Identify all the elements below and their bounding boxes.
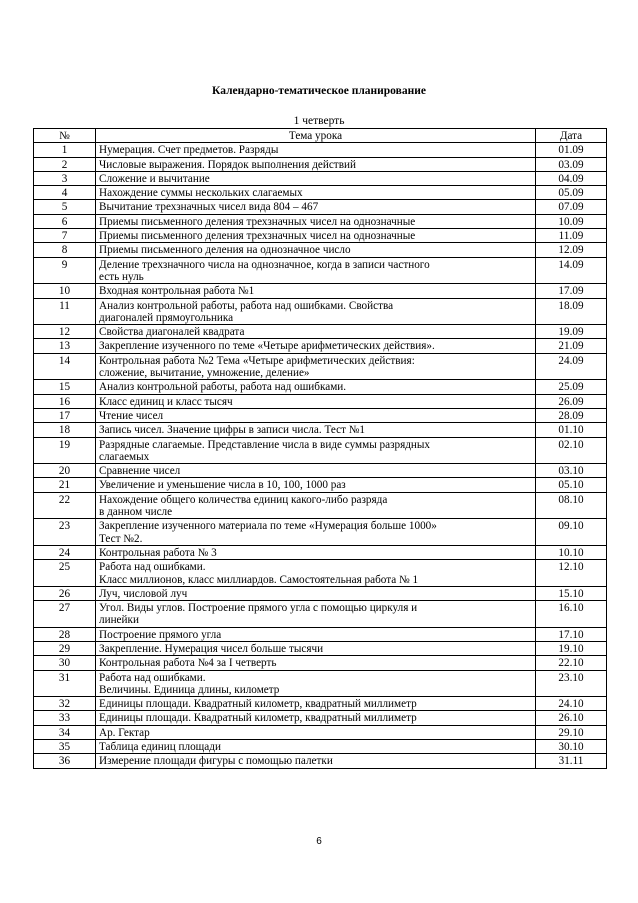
lesson-topic-line: Закрепление изученного по теме «Четыре арифметических действия». bbox=[99, 340, 435, 353]
lesson-topic bbox=[96, 519, 536, 546]
lesson-topic bbox=[96, 670, 536, 697]
lesson-date: 31.11 bbox=[536, 754, 607, 768]
lesson-topic bbox=[96, 711, 536, 725]
lesson-number: 29 bbox=[34, 641, 96, 655]
lesson-topic bbox=[96, 339, 536, 353]
lesson-date: 12.09 bbox=[536, 243, 607, 257]
page-title: Календарно-тематическое планирование bbox=[212, 85, 426, 97]
lesson-date: 12.10 bbox=[536, 560, 607, 587]
lesson-topic-line: Разрядные слагаемые. Представление числа в виде суммы разрядных bbox=[99, 438, 431, 451]
lesson-date: 21.09 bbox=[536, 339, 607, 353]
lesson-number: 11 bbox=[34, 298, 96, 325]
lesson-date: 08.10 bbox=[536, 492, 607, 519]
table-row bbox=[34, 229, 607, 243]
lesson-topic-line: Сложение и вычитание bbox=[99, 172, 210, 185]
lesson-number: 7 bbox=[34, 229, 96, 243]
table-row bbox=[34, 423, 607, 437]
lesson-number: 36 bbox=[34, 754, 96, 768]
table-row bbox=[34, 656, 607, 670]
table-row bbox=[34, 243, 607, 257]
page-number: 6 bbox=[316, 836, 322, 847]
lesson-number: 19 bbox=[34, 437, 96, 464]
lesson-date: 03.09 bbox=[536, 157, 607, 171]
lesson-topic-line: Анализ контрольной работы, работа над ошибками. bbox=[99, 381, 347, 394]
lesson-date: 28.09 bbox=[536, 408, 607, 422]
lesson-number: 21 bbox=[34, 478, 96, 492]
lesson-date: 25.09 bbox=[536, 380, 607, 394]
lesson-number: 22 bbox=[34, 492, 96, 519]
lesson-topic bbox=[96, 725, 536, 739]
lesson-topic bbox=[96, 257, 536, 284]
lesson-topic-line: Вычитание трехзначных чисел вида 804 – 467 bbox=[99, 201, 319, 214]
lesson-topic bbox=[96, 157, 536, 171]
lesson-number: 18 bbox=[34, 423, 96, 437]
lesson-date: 24.09 bbox=[536, 353, 607, 380]
lesson-number: 17 bbox=[34, 408, 96, 422]
lesson-date: 03.10 bbox=[536, 464, 607, 478]
lesson-date: 26.09 bbox=[536, 394, 607, 408]
lesson-plan-table bbox=[33, 128, 607, 769]
lesson-number: 12 bbox=[34, 325, 96, 339]
lesson-number: 10 bbox=[34, 284, 96, 298]
table-row bbox=[34, 464, 607, 478]
lesson-topic-line: Увеличение и уменьшение числа в 10, 100, 1000 раз bbox=[99, 479, 346, 492]
table-row bbox=[34, 298, 607, 325]
lesson-topic-line: линейки bbox=[99, 614, 139, 627]
lesson-number: 33 bbox=[34, 711, 96, 725]
lesson-topic-line: Ар. Гектар bbox=[99, 726, 150, 739]
lesson-topic-line: Построение прямого угла bbox=[99, 628, 222, 641]
lesson-number: 16 bbox=[34, 394, 96, 408]
lesson-number: 34 bbox=[34, 725, 96, 739]
lesson-topic bbox=[96, 627, 536, 641]
lesson-topic-line: Деление трехзначного числа на однозначное, когда в записи частного bbox=[99, 258, 430, 271]
lesson-topic-line: Контрольная работа № 3 bbox=[99, 546, 217, 559]
table-row bbox=[34, 437, 607, 464]
lesson-topic-line: Нахождение общего количества единиц какого-либо разряда bbox=[99, 493, 388, 506]
table-row bbox=[34, 586, 607, 600]
lesson-topic-line: Входная контрольная работа №1 bbox=[99, 285, 255, 298]
lesson-topic bbox=[96, 545, 536, 559]
lesson-topic-line: Тест №2. bbox=[99, 532, 143, 545]
lesson-topic bbox=[96, 754, 536, 768]
table-row bbox=[34, 171, 607, 185]
quarter-heading: 1 четверть bbox=[293, 115, 345, 127]
lesson-date: 01.09 bbox=[536, 143, 607, 157]
lesson-number: 35 bbox=[34, 740, 96, 754]
lesson-topic bbox=[96, 697, 536, 711]
lesson-date: 22.10 bbox=[536, 656, 607, 670]
lesson-topic bbox=[96, 200, 536, 214]
lesson-date: 05.10 bbox=[536, 478, 607, 492]
lesson-date: 04.09 bbox=[536, 171, 607, 185]
table-row bbox=[34, 394, 607, 408]
lesson-topic-line: Приемы письменного деления трехзначных чисел на однозначные bbox=[99, 215, 416, 228]
table-row bbox=[34, 754, 607, 768]
lesson-topic-line: слагаемых bbox=[99, 450, 150, 463]
lesson-topic bbox=[96, 171, 536, 185]
lesson-topic bbox=[96, 423, 536, 437]
lesson-date: 10.09 bbox=[536, 214, 607, 228]
table-row bbox=[34, 740, 607, 754]
lesson-topic-line: Свойства диагоналей квадрата bbox=[99, 326, 245, 339]
lesson-date: 01.10 bbox=[536, 423, 607, 437]
lesson-topic-line: есть нуль bbox=[99, 270, 144, 283]
lesson-topic-line: Измерение площади фигуры с помощью палетки bbox=[99, 755, 333, 768]
lesson-date: 26.10 bbox=[536, 711, 607, 725]
header-number: № bbox=[34, 129, 96, 143]
lesson-date: 05.09 bbox=[536, 186, 607, 200]
lesson-topic bbox=[96, 408, 536, 422]
lesson-topic bbox=[96, 656, 536, 670]
lesson-topic bbox=[96, 394, 536, 408]
table-row bbox=[34, 143, 607, 157]
lesson-topic-line: Класс миллионов, класс миллиардов. Самостоятельная работа № 1 bbox=[99, 573, 419, 586]
lesson-date: 29.10 bbox=[536, 725, 607, 739]
table-row bbox=[34, 157, 607, 171]
lesson-topic-line: Единицы площади. Квадратный километр, квадратный миллиметр bbox=[99, 712, 417, 725]
lesson-topic-line: Величины. Единица длины, километр bbox=[99, 683, 280, 696]
lesson-number: 13 bbox=[34, 339, 96, 353]
lesson-topic bbox=[96, 243, 536, 257]
lesson-topic bbox=[96, 353, 536, 380]
lesson-topic bbox=[96, 284, 536, 298]
table-row bbox=[34, 339, 607, 353]
lesson-date: 14.09 bbox=[536, 257, 607, 284]
table-header-row bbox=[34, 129, 607, 143]
lesson-number: 6 bbox=[34, 214, 96, 228]
lesson-number: 30 bbox=[34, 656, 96, 670]
table-row bbox=[34, 408, 607, 422]
table-body bbox=[34, 143, 607, 768]
table-row bbox=[34, 325, 607, 339]
table-row bbox=[34, 492, 607, 519]
lesson-number: 20 bbox=[34, 464, 96, 478]
table-row bbox=[34, 711, 607, 725]
lesson-date: 24.10 bbox=[536, 697, 607, 711]
lesson-topic-line: Угол. Виды углов. Построение прямого угла с помощью циркуля и bbox=[99, 602, 418, 615]
table-row bbox=[34, 545, 607, 559]
lesson-topic-line: Анализ контрольной работы, работа над ошибками. Свойства bbox=[99, 299, 394, 312]
lesson-topic bbox=[96, 186, 536, 200]
lesson-topic bbox=[96, 492, 536, 519]
lesson-topic-line: Работа над ошибками. bbox=[99, 671, 206, 684]
lesson-topic bbox=[96, 325, 536, 339]
lesson-number: 2 bbox=[34, 157, 96, 171]
lesson-number: 28 bbox=[34, 627, 96, 641]
table-row bbox=[34, 257, 607, 284]
table-row bbox=[34, 560, 607, 587]
lesson-number: 23 bbox=[34, 519, 96, 546]
table-row bbox=[34, 725, 607, 739]
lesson-topic-line: Контрольная работа №4 за I четверть bbox=[99, 657, 277, 670]
lesson-topic-line: Запись чисел. Значение цифры в записи числа. Тест №1 bbox=[99, 424, 366, 437]
lesson-topic-line: Чтение чисел bbox=[99, 409, 164, 422]
lesson-number: 25 bbox=[34, 560, 96, 587]
table-row bbox=[34, 627, 607, 641]
lesson-date: 30.10 bbox=[536, 740, 607, 754]
lesson-date: 17.10 bbox=[536, 627, 607, 641]
lesson-number: 27 bbox=[34, 601, 96, 628]
lesson-date: 09.10 bbox=[536, 519, 607, 546]
lesson-topic-line: Закрепление. Нумерация чисел больше тысячи bbox=[99, 642, 324, 655]
lesson-date: 17.09 bbox=[536, 284, 607, 298]
lesson-date: 23.10 bbox=[536, 670, 607, 697]
table-row bbox=[34, 284, 607, 298]
lesson-topic bbox=[96, 143, 536, 157]
lesson-topic-line: в данном числе bbox=[99, 506, 173, 519]
lesson-topic bbox=[96, 601, 536, 628]
lesson-topic-line: Единицы площади. Квадратный километр, квадратный миллиметр bbox=[99, 698, 417, 711]
lesson-topic-line: Таблица единиц площади bbox=[99, 741, 221, 754]
header-date: Дата bbox=[536, 129, 607, 143]
lesson-topic bbox=[96, 380, 536, 394]
lesson-topic-line: Класс единиц и класс тысяч bbox=[99, 395, 233, 408]
lesson-number: 26 bbox=[34, 586, 96, 600]
lesson-topic-line: Нахождение суммы нескольких слагаемых bbox=[99, 187, 303, 200]
lesson-topic bbox=[96, 560, 536, 587]
lesson-number: 1 bbox=[34, 143, 96, 157]
lesson-topic-line: Работа над ошибками. bbox=[99, 561, 206, 574]
lesson-topic bbox=[96, 437, 536, 464]
lesson-topic-line: сложение, вычитание, умножение, деление» bbox=[99, 367, 310, 380]
lesson-topic bbox=[96, 229, 536, 243]
table-row bbox=[34, 353, 607, 380]
table-row bbox=[34, 380, 607, 394]
lesson-topic-line: Контрольная работа №2 Тема «Четыре арифметических действия: bbox=[99, 354, 415, 367]
lesson-date: 11.09 bbox=[536, 229, 607, 243]
table-row bbox=[34, 670, 607, 697]
lesson-topic-line: Нумерация. Счет предметов. Разряды bbox=[99, 144, 279, 157]
lesson-number: 31 bbox=[34, 670, 96, 697]
lesson-number: 24 bbox=[34, 545, 96, 559]
lesson-topic-line: Приемы письменного деления на однозначное число bbox=[99, 244, 351, 257]
lesson-date: 18.09 bbox=[536, 298, 607, 325]
lesson-topic bbox=[96, 478, 536, 492]
lesson-number: 15 bbox=[34, 380, 96, 394]
lesson-number: 8 bbox=[34, 243, 96, 257]
lesson-topic-line: Сравнение чисел bbox=[99, 465, 181, 478]
lesson-date: 02.10 bbox=[536, 437, 607, 464]
table-row bbox=[34, 519, 607, 546]
header-topic: Тема урока bbox=[96, 129, 536, 143]
lesson-date: 19.10 bbox=[536, 641, 607, 655]
lesson-date: 16.10 bbox=[536, 601, 607, 628]
lesson-topic bbox=[96, 214, 536, 228]
lesson-topic bbox=[96, 586, 536, 600]
lesson-number: 5 bbox=[34, 200, 96, 214]
lesson-topic bbox=[96, 740, 536, 754]
lesson-topic bbox=[96, 298, 536, 325]
lesson-date: 15.10 bbox=[536, 586, 607, 600]
lesson-topic-line: Закрепление изученного материала по теме «Нумерация больше 1000» bbox=[99, 520, 437, 533]
lesson-topic-line: диагоналей прямоугольника bbox=[99, 311, 234, 324]
lesson-topic-line: Приемы письменного деления трехзначных чисел на однозначные bbox=[99, 230, 416, 243]
lesson-number: 4 bbox=[34, 186, 96, 200]
lesson-number: 3 bbox=[34, 171, 96, 185]
lesson-number: 9 bbox=[34, 257, 96, 284]
table-row bbox=[34, 697, 607, 711]
lesson-date: 19.09 bbox=[536, 325, 607, 339]
lesson-date: 07.09 bbox=[536, 200, 607, 214]
lesson-number: 14 bbox=[34, 353, 96, 380]
lesson-number: 32 bbox=[34, 697, 96, 711]
lesson-topic bbox=[96, 464, 536, 478]
lesson-topic-line: Числовые выражения. Порядок выполнения действий bbox=[99, 158, 356, 171]
table-row bbox=[34, 186, 607, 200]
table-row bbox=[34, 478, 607, 492]
table-row bbox=[34, 641, 607, 655]
lesson-topic bbox=[96, 641, 536, 655]
lesson-date: 10.10 bbox=[536, 545, 607, 559]
lesson-topic-line: Луч, числовой луч bbox=[99, 587, 188, 600]
table-row bbox=[34, 200, 607, 214]
table-row bbox=[34, 601, 607, 628]
table-row bbox=[34, 214, 607, 228]
